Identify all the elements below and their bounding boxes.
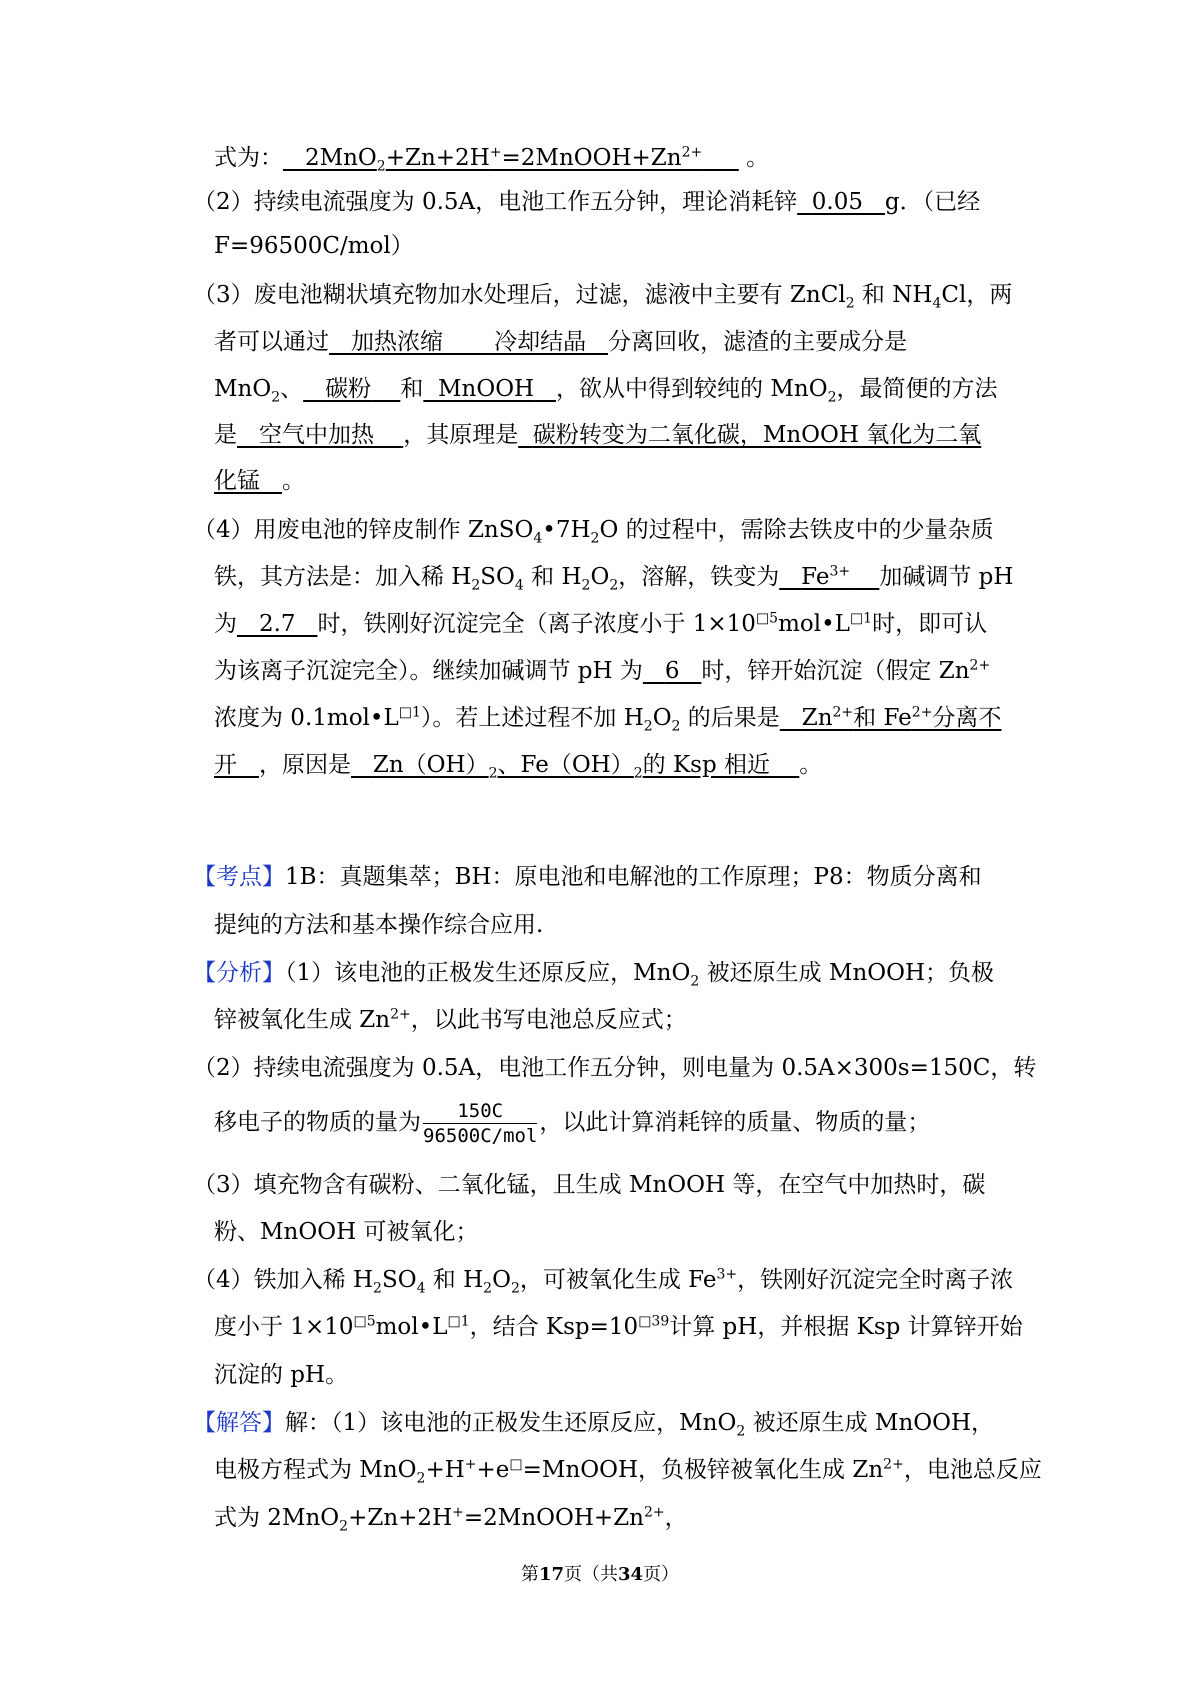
- q4-line-4: 为该离子沉淀完全）。继续加碱调节 pH 为 6 时，锌开始沉淀（假定 $Zn^{2+}$: [214, 657, 991, 684]
- kaodian-line-2: 提纯的方法和基本操作综合应用.: [214, 912, 544, 938]
- q3-answer-5-cont: 化锰: [214, 468, 260, 494]
- q4-line-3: 为 2.7 时，铁刚好沉淀完全（离子浓度小于 $1\times 10^{□5}mol•L^{□1}$时，即可认: [214, 610, 988, 637]
- fraction-numerator: 150C: [423, 1100, 537, 1124]
- q2-line-1: （2）持续电流强度为 0.5A，电池工作五分钟，理论消耗锌 0.05 g．（已经: [193, 189, 981, 215]
- kaodian-line-1: 【考点】1B：真题集萃；BH：原电池和电解池的工作原理；P8：物质分离和: [193, 864, 982, 890]
- q3-line-3: MnO$_2$、 碳粉 和 MnOOH ，欲从中得到较纯的 MnO$_2$，最简便的方法: [214, 376, 998, 406]
- jieda-line-1: 【解答】解：（1）该电池的正极发生还原反应，MnO$_2$ 被还原生成 MnOOH，: [193, 1410, 995, 1440]
- q2-answer: 0.05: [811, 189, 863, 215]
- fenxi-line-2: 锌被氧化生成 $Zn^{2+}$，以此书写电池总反应式；: [214, 1006, 687, 1033]
- fraction-denominator: 96500C/mol: [423, 1125, 538, 1147]
- q3-answer-4: 空气中加热: [258, 422, 374, 448]
- q1-answer: $2MnO_2+Zn+2H^+=2MnOOH+Zn^{2+}$: [304, 144, 703, 175]
- fenxi-line-5: （3）填充物含有碳粉、二氧化锰，且生成 MnOOH 等，在空气中加热时，碳: [193, 1172, 986, 1198]
- fenxi-line-1: 【分析】（1）该电池的正极发生还原反应，MnO$_2$ 被还原生成 MnOOH；负极: [193, 960, 995, 990]
- jieda-line-3: 式为 $2MnO_2+Zn+2H^+=2MnOOH+Zn^{2+}$，: [214, 1504, 688, 1535]
- q3-line-4: 是 空气中加热 ，其原理是 碳粉转变为二氧化碳，MnOOH 氧化为二氧: [214, 422, 982, 448]
- q3-answer-5: 碳粉转变为二氧化碳，MnOOH 氧化为二氧: [532, 422, 982, 448]
- q4-line-6: 开 ，原因是 $Zn(OH)_2$、$Fe(OH)_2$的 Ksp 相近 。: [214, 752, 823, 782]
- kaodian-tag: 【考点】: [193, 864, 285, 890]
- fenxi-line-4: 移电子的物质的量为 $\frac{150C}{\text{96500C/mol}}$ ，以此计算消耗锌的质量、物质的量；: [214, 1100, 931, 1147]
- fenxi-line-8: 度小于 $1\times 10^{□5}mol•L^{□1}$，结合 $Ksp=10^{□39}$计算 pH，并根据 Ksp 计算锌开始: [214, 1313, 1023, 1340]
- q3-answer-2: 碳粉: [325, 376, 372, 402]
- fenxi-line-9: 沉淀的 pH。: [214, 1362, 349, 1388]
- q4-line-2: 铁，其方法是：加入稀 $H_2SO_4$ 和 $H_2O_2$，溶解，铁变为 $Fe^{3+}$ 加碱调节 pH: [214, 563, 1014, 594]
- fraction: [423, 1100, 537, 1147]
- fenxi-line-7: （4）铁加入稀 $H_2SO_4$ 和 $H_2O_2$，可被氧化生成 $Fe^{3+}$，铁刚好沉淀完全时离子浓: [193, 1266, 1014, 1297]
- fenxi-line-3: （2）持续电流强度为 0.5A，电池工作五分钟，则电量为 0.5A×300s=150C，转: [193, 1055, 1037, 1081]
- jieda-line-2: 电极方程式为 MnO$_2$+H++e□=MnOOH，负极锌被氧化生成 $Zn^{2+}$，电池总反应: [214, 1456, 1042, 1487]
- q4-answer-1: $Fe^{3+}$: [801, 563, 851, 590]
- page-number: 17: [538, 1564, 564, 1585]
- page-footer: 第17页（共34页）: [520, 1564, 680, 1585]
- q4-line-5: 浓度为 $0.1mol•L^{□1}$）。若上述过程不加 $H_2O_2$ 的后果是 $Zn^{2+}$和 $Fe^{2+}$分离不: [214, 704, 1002, 735]
- q4-answer-2: 2.7: [258, 611, 296, 637]
- q3-answer-1: 加热浓缩 冷却结晶: [350, 329, 587, 355]
- q2-line-2: F=96500C/mol）: [214, 233, 414, 259]
- page-total: 34: [618, 1564, 644, 1585]
- q4-answer-4: $Zn^{2+}$和 $Fe^{2+}$分离不: [801, 704, 1002, 731]
- q4-line-1: （4）用废电池的锌皮制作 $ZnSO_4•7H_2O$ 的过程中，需除去铁皮中的少量杂质: [193, 517, 994, 547]
- q3-line-2: 者可以通过 加热浓缩 冷却结晶 分离回收，滤渣的主要成分是: [214, 329, 908, 355]
- q4-answer-5: $Zn(OH)_2$、$Fe(OH)_2$的 Ksp 相近: [372, 752, 771, 782]
- q1-tail-line: 式为： $2MnO_2+Zn+2H^+=2MnOOH+Zn^{2+}$ 。: [214, 144, 770, 175]
- q4-answer-4-cont: 开: [214, 752, 237, 778]
- q3-line-1: （3）废电池糊状填充物加水处理后，过滤，滤液中主要有 ZnCl$_2$ 和 $NH_4Cl$，两: [193, 282, 1013, 312]
- fenxi-line-6: 粉、MnOOH 可被氧化；: [214, 1219, 479, 1245]
- jieda-tag: 【解答】: [193, 1410, 285, 1436]
- q4-answer-3: 6: [664, 658, 680, 684]
- fenxi-tag: 【分析】: [193, 960, 285, 986]
- q3-line-5: 化锰 。: [214, 468, 305, 494]
- q3-answer-3: MnOOH: [437, 376, 535, 402]
